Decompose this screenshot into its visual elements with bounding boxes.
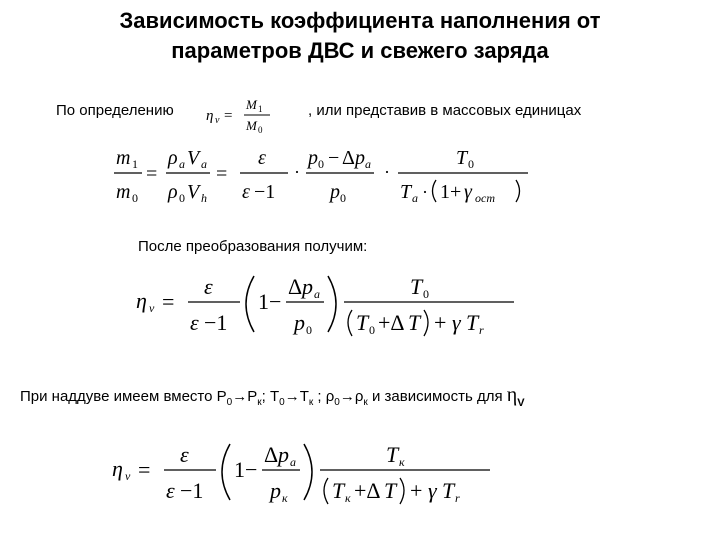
svg-text:γ: γ xyxy=(428,478,437,503)
boost-temperature: $Т_0\to Т_к$ ; xyxy=(269,388,322,408)
svg-text:1+: 1+ xyxy=(440,181,462,203)
svg-text:0: 0 xyxy=(258,125,263,135)
boost-density: $\rho_0\to\rho_к$ xyxy=(325,388,368,408)
svg-text:γ: γ xyxy=(452,310,461,335)
after-transform-label: После преобразования получим: xyxy=(138,238,368,255)
formula-boost-fill-coefficient xyxy=(106,432,506,516)
svg-text:p: p xyxy=(270,478,281,503)
svg-text:T: T xyxy=(456,147,468,169)
svg-text:1: 1 xyxy=(258,104,263,114)
svg-text:T: T xyxy=(466,310,479,335)
svg-text:v: v xyxy=(215,115,220,126)
svg-text:m: m xyxy=(116,181,131,203)
svg-text:η: η xyxy=(112,456,123,481)
svg-text:ε: ε xyxy=(166,478,175,503)
svg-text:p: p xyxy=(308,147,318,169)
svg-text:η: η xyxy=(136,288,147,313)
boost-label: При наддуве имеем вместо xyxy=(20,388,213,405)
svg-text:m: m xyxy=(116,147,131,169)
svg-text:=: = xyxy=(146,163,158,185)
svg-text:0: 0 xyxy=(306,323,312,337)
svg-text:0: 0 xyxy=(468,157,474,171)
formula-mass-ratio xyxy=(108,140,538,212)
svg-text:p: p xyxy=(355,147,365,169)
svg-text:r: r xyxy=(479,323,484,337)
svg-text:T: T xyxy=(442,478,455,503)
formula-definition xyxy=(204,92,284,136)
svg-text:T: T xyxy=(408,310,421,335)
svg-text:h: h xyxy=(201,191,207,205)
svg-text:η: η xyxy=(206,108,214,124)
svg-text:0: 0 xyxy=(179,191,185,205)
svg-text:=: = xyxy=(224,108,233,124)
formula-fill-coefficient xyxy=(130,264,530,348)
svg-text:·: · xyxy=(384,162,390,182)
svg-text:T: T xyxy=(410,274,423,299)
svg-text:ε: ε xyxy=(180,442,189,467)
svg-text:T: T xyxy=(400,181,412,203)
svg-text:1−: 1− xyxy=(234,457,258,482)
svg-text:ε: ε xyxy=(190,310,199,335)
svg-text:к: к xyxy=(345,491,351,505)
svg-text:ε: ε xyxy=(204,274,213,299)
svg-text:a: a xyxy=(179,157,185,171)
svg-text:−: − xyxy=(328,147,340,169)
svg-text:ρ: ρ xyxy=(168,181,178,203)
svg-text:Δ: Δ xyxy=(264,442,279,467)
svg-text:·: · xyxy=(422,182,428,202)
svg-text:V: V xyxy=(187,181,200,203)
svg-text:ост: ост xyxy=(475,191,495,205)
intro-label: По определению xyxy=(56,102,174,119)
boost-tail: и зависимость для xyxy=(371,388,503,405)
svg-text:T: T xyxy=(386,442,399,467)
svg-text:Δ: Δ xyxy=(342,147,355,169)
svg-text:T: T xyxy=(332,478,345,503)
svg-text:p: p xyxy=(330,181,340,203)
svg-text:+Δ: +Δ xyxy=(354,478,381,503)
svg-text:T: T xyxy=(384,478,397,503)
svg-text:=: = xyxy=(216,163,228,185)
mass-units-label: , или представив в массовых единицах xyxy=(308,102,582,119)
svg-text:к: к xyxy=(399,455,405,469)
svg-text:T: T xyxy=(356,310,369,335)
svg-text:a: a xyxy=(412,191,418,205)
svg-text:a: a xyxy=(290,455,296,469)
svg-text:Δ: Δ xyxy=(288,274,303,299)
title-line-2: параметров ДВС и свежего заряда xyxy=(171,38,549,63)
svg-text:−1: −1 xyxy=(180,478,204,503)
svg-text:1: 1 xyxy=(132,157,138,171)
eta-symbol: $\eta_V$ xyxy=(506,384,525,409)
svg-text:+: + xyxy=(434,310,447,335)
svg-text:к: к xyxy=(282,491,288,505)
svg-text:+: + xyxy=(410,478,423,503)
svg-text:0: 0 xyxy=(132,191,138,205)
svg-text:0: 0 xyxy=(423,287,429,301)
title-line-1: Зависимость коэффициента наполнения от xyxy=(119,8,601,33)
svg-text:a: a xyxy=(314,287,320,301)
slide-title xyxy=(0,6,720,66)
svg-text:=: = xyxy=(162,289,175,314)
svg-text:p: p xyxy=(302,274,313,299)
svg-text:v: v xyxy=(149,301,155,315)
svg-text:=: = xyxy=(138,457,151,482)
svg-text:0: 0 xyxy=(369,323,375,337)
svg-text:a: a xyxy=(365,157,371,171)
svg-text:ρ: ρ xyxy=(168,147,178,169)
svg-text:1−: 1− xyxy=(258,289,282,314)
svg-text:p: p xyxy=(294,310,305,335)
svg-text:γ: γ xyxy=(464,181,472,203)
svg-text:ε: ε xyxy=(258,147,266,169)
svg-text:v: v xyxy=(125,469,131,483)
svg-text:V: V xyxy=(187,147,200,169)
svg-text:M: M xyxy=(246,118,257,133)
svg-text:0: 0 xyxy=(318,157,324,171)
svg-text:−1: −1 xyxy=(254,181,276,203)
svg-text:p: p xyxy=(278,442,289,467)
boost-line xyxy=(20,384,525,409)
svg-text:·: · xyxy=(294,162,300,182)
svg-text:r: r xyxy=(455,491,460,505)
svg-text:ε: ε xyxy=(242,181,250,203)
svg-text:a: a xyxy=(201,157,207,171)
svg-text:0: 0 xyxy=(340,191,346,205)
svg-text:−1: −1 xyxy=(204,310,228,335)
boost-pressure: $Р_0\to Р_к$; xyxy=(216,388,266,408)
svg-text:M: M xyxy=(246,97,257,112)
svg-text:+Δ: +Δ xyxy=(378,310,405,335)
